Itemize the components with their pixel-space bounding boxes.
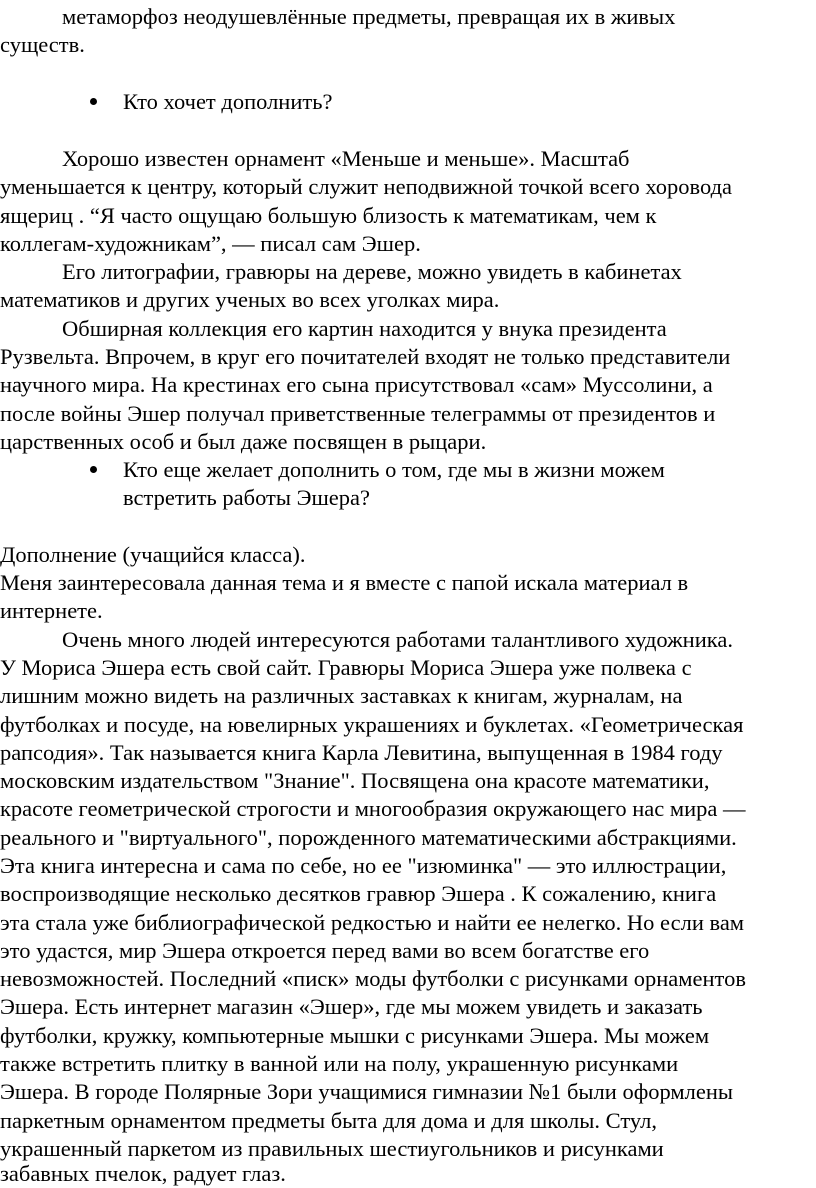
text-line: метаморфоз неодушевлённые предметы, превращая их в живых	[62, 4, 676, 29]
text-line: Обширная коллекция его картин находится у внука президента	[62, 316, 667, 341]
text-line: существ.	[0, 32, 85, 57]
text-line: лишним можно видеть на различных заставках к книгам, журналам, на	[0, 683, 683, 708]
text-line: Хорошо известен орнамент «Меньше и меньше». Масштаб	[62, 146, 630, 171]
text-line: футболках и посуде, на ювелирных украшениях и буклетах. «Геометрическая	[0, 712, 744, 737]
text-line: московским издательством "Знание". Посвящена она красоте математики,	[0, 768, 710, 793]
text-line: реального и "виртуального", порожденного математическими абстракциями.	[0, 825, 737, 850]
text-line: забавных пчелок, радует глаз.	[0, 1161, 286, 1186]
text-line: Эшера. В городе Полярные Зори учащимися гимназии №1 были оформлены	[0, 1079, 734, 1104]
bullet-icon	[90, 466, 97, 473]
text-line: царственных особ и был даже посвящен в рыцари.	[0, 429, 487, 454]
text-line: паркетным орнаментом предметы быта для дома и для школы. Стул,	[0, 1108, 657, 1133]
text-line: невозможностей. Последний «писк» моды футболки с рисунками орнаментов	[0, 966, 746, 991]
text-line: рапсодия». Так называется книга Карла Левитина, выпущенная в 1984 году	[0, 740, 723, 765]
text-line: ящериц . “Я часто ощущаю большую близость к математикам, чем к	[0, 203, 657, 228]
text-line: У Мориса Эшера есть свой сайт. Гравюры Мориса Эшера уже полвека с	[0, 655, 692, 680]
text-line: коллегам-художникам”, — писал сам Эшер.	[0, 231, 421, 256]
text-line: Его литографии, гравюры на дереве, можно увидеть в кабинетах	[62, 259, 682, 284]
text-line: Очень много людей интересуются работами талантливого художника.	[62, 627, 733, 652]
bullet-icon	[90, 98, 97, 105]
text-line: украшенный паркетом из правильных шестиугольников и рисунками	[0, 1136, 664, 1161]
text-line: математиков и других ученых во всех уголках мира.	[0, 287, 500, 312]
text-line: Эта книга интересна и сама по себе, но ее "изюминка" — это иллюстрации,	[0, 853, 727, 878]
text-line: интернете.	[0, 598, 103, 623]
text-line: красоте геометрической строгости и многообразия окружающего нас мира —	[0, 796, 746, 821]
bullet-item-text: Кто еще желает дополнить о том, где мы в жизни можем	[123, 457, 665, 482]
section-heading: Дополнение (учащийся класса).	[0, 542, 306, 567]
text-line: также встретить плитку в ванной или на полу, украшенную рисунками	[0, 1051, 679, 1076]
text-line: это удастся, мир Эшера откроется перед вами во всем богатстве его	[0, 938, 650, 963]
text-line: эта стала уже библиографической редкостью и найти ее нелегко. Но если вам	[0, 910, 745, 935]
text-line: после войны Эшер получал приветственные телеграммы от президентов и	[0, 401, 716, 426]
bullet-item-text: встретить работы Эшера?	[123, 485, 371, 510]
text-line: футболки, кружку, компьютерные мышки с рисунками Эшера. Мы можем	[0, 1023, 710, 1048]
text-line: Эшера. Есть интернет магазин «Эшер», где мы можем увидеть и заказать	[0, 994, 703, 1019]
text-line: Рузвельта. Впрочем, в круг его почитателей входят не только представители	[0, 344, 731, 369]
text-line: научного мира. На крестинах его сына присутствовал «сам» Муссолини, а	[0, 372, 713, 397]
text-line: уменьшается к центру, который служит неподвижной точкой всего хоровода	[0, 174, 732, 199]
bullet-item-text: Кто хочет дополнить?	[123, 89, 333, 114]
text-line: Меня заинтересовала данная тема и я вместе с папой искала материал в	[0, 570, 689, 595]
text-line: воспроизводящие несколько десятков гравюр Эшера . К сожалению, книга	[0, 881, 717, 906]
